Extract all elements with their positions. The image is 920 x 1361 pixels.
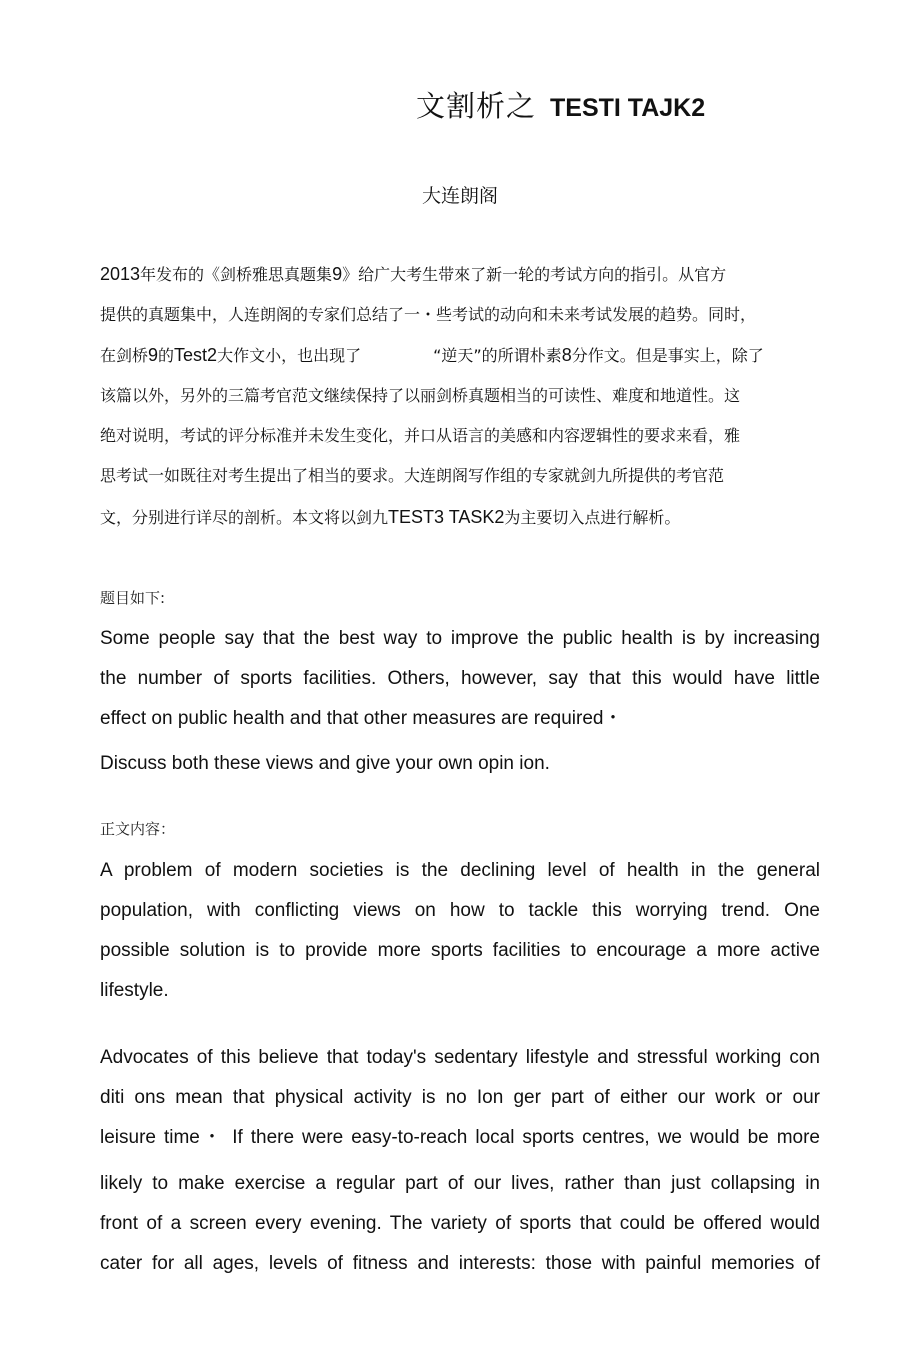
intro-line-6: 思考试一如既往对考生提出了相当的要求。大连朗阁写作组的专家就剑九所提供的考官范 — [100, 466, 725, 485]
author-subtitle: 大连朗阁 — [421, 185, 498, 207]
paragraph-line: likely to make exercise a regular part of our lives, rather than just collapsing in — [100, 1173, 820, 1194]
intro-year: 2013 — [100, 264, 141, 284]
page-title — [416, 86, 705, 126]
paragraph-line: possible solution is to provide more sports facilities to encourage a more active — [100, 940, 820, 961]
intro-line-4: 该篇以外，另外的三篇考官范文继续保持了以丽剑桥真题相当的可读性、难度和地道性。这 — [100, 386, 741, 405]
intro-line-7: 文，分别进行详尽的剖析。本文将以剑九TEST3 TASK2为主要切入点进行解析。 — [100, 507, 681, 527]
intro-line-5: 绝对说明，考试的评分标准并未发生变化，并口从语言的美感和内容逻辑性的要求来看，雅 — [100, 426, 741, 445]
paragraph-line: leisure time・ If there were easy-to-reach local sports centres, we would be more — [100, 1127, 820, 1148]
paragraph-line: Advocates of this believe that today's sedentary lifestyle and stressful working con — [100, 1047, 820, 1068]
intro-line-2: 提供的真题集中，人连朗阁的专家们总结了一・些考试的动向和未来考试发展的趋势。同时， — [100, 305, 757, 324]
paragraph-line: population, with conflicting views on how to tackle this worrying trend. One — [100, 900, 820, 921]
question-line: effect on public health and that other measures are required・ — [100, 708, 623, 729]
paragraph-line: cater for all ages, levels of fitness and interests: those with painful memories of — [100, 1253, 820, 1274]
title-english: TESTI TAJK2 — [550, 94, 706, 122]
paragraph-line: lifestyle. — [100, 980, 169, 1001]
question-text — [100, 619, 820, 739]
essay-paragraph-2 — [100, 1038, 820, 1284]
question-line: the number of sports facilities. Others, however, say that this would have little — [100, 668, 820, 689]
body-label: 正文内容： — [100, 820, 176, 838]
title-chinese: 文割析之 — [416, 89, 537, 123]
question-instruction: Discuss both these views and give your own opin ion. — [100, 753, 550, 774]
question-label: 题目如下: — [100, 589, 166, 607]
paragraph-line: A problem of modern societies is the declining level of health in the general — [100, 860, 820, 881]
intro-line-1: 2013年发布的《剑桥雅思真题集9》给广大考生带來了新一轮的考试方向的指引。从官方 — [100, 264, 727, 284]
question-line: Some people say that the best way to improve the public health is by increasing — [100, 628, 820, 649]
intro-line-3: 在剑桥9的Test2大作文小，也出现了 “逆天”的所谓朴素8分作文。但是事实上，除了 — [100, 345, 764, 365]
paragraph-line: diti ons mean that physical activity is no Ion ger part of either our work or our — [100, 1087, 820, 1108]
paragraph-line: front of a screen every evening. The variety of sports that could be offered would — [100, 1213, 820, 1234]
essay-paragraph-1 — [100, 851, 820, 1011]
